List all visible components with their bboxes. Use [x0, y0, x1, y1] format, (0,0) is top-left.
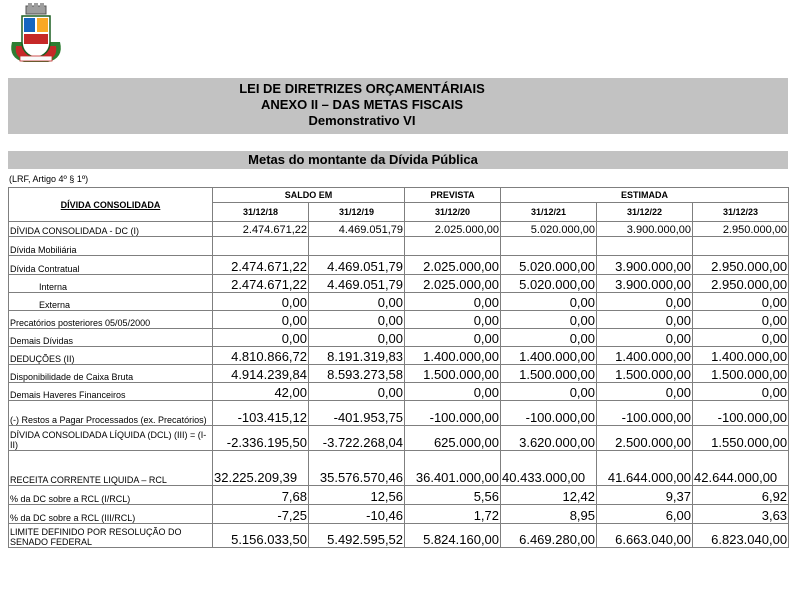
cell-value: 0,00	[405, 383, 501, 401]
cell-value: 1,72	[405, 505, 501, 524]
cell-value: 0,00	[309, 329, 405, 347]
cell-value: 3,63	[693, 505, 789, 524]
cell-value: -2.336.195,50	[213, 426, 309, 451]
cell-value	[213, 237, 309, 256]
cell-value: 32.225.209,39	[213, 451, 309, 486]
cell-value: 8.593.273,58	[309, 365, 405, 383]
cell-value: 1.500.000,00	[693, 365, 789, 383]
cell-value: 5.492.595,52	[309, 524, 405, 548]
row-label: Dívida Mobiliária	[9, 237, 213, 256]
cell-value	[693, 237, 789, 256]
cell-value: 42,00	[213, 383, 309, 401]
table-row	[9, 365, 789, 383]
cell-value: 0,00	[309, 293, 405, 311]
row-label: RECEITA CORRENTE LIQUIDA – RCL	[9, 451, 213, 486]
cell-value: 0,00	[501, 329, 597, 347]
cell-value: 0,00	[501, 311, 597, 329]
cell-value: 0,00	[309, 383, 405, 401]
column-header-label: DÍVIDA CONSOLIDADA	[9, 188, 213, 222]
cell-value: 0,00	[309, 311, 405, 329]
row-label: Interna	[9, 275, 213, 293]
table-row	[9, 237, 789, 256]
cell-value: 1.400.000,00	[693, 347, 789, 365]
row-label: Disponibilidade de Caixa Bruta	[9, 365, 213, 383]
cell-value: 5.020.000,00	[501, 275, 597, 293]
cell-value: 6,92	[693, 486, 789, 505]
cell-value: 0,00	[405, 329, 501, 347]
row-label: Precatórios posteriores 05/05/2000	[9, 311, 213, 329]
cell-value: 4.914.239,84	[213, 365, 309, 383]
cell-value: 1.400.000,00	[405, 347, 501, 365]
row-label: Externa	[9, 293, 213, 311]
row-label: DÍVIDA CONSOLIDADA - DC (I)	[9, 222, 213, 237]
cell-value: 40.433.000,00	[501, 451, 597, 486]
table-row	[9, 524, 789, 548]
cell-value: 5.020.000,00	[501, 256, 597, 275]
header-line-1: LEI DE DIRETRIZES ORÇAMENTÁRIAIS	[239, 81, 485, 96]
cell-value: 0,00	[405, 293, 501, 311]
cell-value	[309, 237, 405, 256]
cell-value: 0,00	[405, 311, 501, 329]
cell-value: 4.469.051,79	[309, 222, 405, 237]
table-row	[9, 383, 789, 401]
cell-value: 1.500.000,00	[597, 365, 693, 383]
cell-value: 1.400.000,00	[501, 347, 597, 365]
cell-value: 3.900.000,00	[597, 222, 693, 237]
column-date: 31/12/20	[405, 203, 501, 222]
cell-value: 6,00	[597, 505, 693, 524]
cell-value: 2.025.000,00	[405, 275, 501, 293]
column-date: 31/12/23	[693, 203, 789, 222]
table-row	[9, 329, 789, 347]
cell-value: 8,95	[501, 505, 597, 524]
row-label: DÍVIDA CONSOLIDADA LÍQUIDA (DCL) (III) = (I-II)	[9, 426, 213, 451]
cell-value: 2.950.000,00	[693, 256, 789, 275]
header-line-2: ANEXO II – DAS METAS FISCAIS	[260, 97, 463, 112]
row-label: % da DC sobre a RCL (III/RCL)	[9, 505, 213, 524]
cell-value	[597, 237, 693, 256]
cell-value: -100.000,00	[693, 401, 789, 426]
cell-value: 0,00	[213, 311, 309, 329]
table-title: Metas do montante da Dívida Pública	[248, 152, 478, 167]
cell-value: 3.900.000,00	[597, 256, 693, 275]
row-label: % da DC sobre a RCL (I/RCL)	[9, 486, 213, 505]
cell-value: 7,68	[213, 486, 309, 505]
cell-value: 5.020.000,00	[501, 222, 597, 237]
column-group-prevista: PREVISTA	[405, 188, 501, 203]
debt-table	[8, 187, 789, 548]
row-label: Demais Dívidas	[9, 329, 213, 347]
cell-value: -100.000,00	[597, 401, 693, 426]
table-row	[9, 486, 789, 505]
cell-value: 42.644.000,00	[693, 451, 789, 486]
cell-value: 2.025.000,00	[405, 222, 501, 237]
cell-value	[501, 237, 597, 256]
cell-value: 0,00	[501, 293, 597, 311]
cell-value: 9,37	[597, 486, 693, 505]
legal-reference-note: (LRF, Artigo 4º § 1º)	[9, 174, 89, 184]
table-row	[9, 222, 789, 237]
row-label: (-) Restos a Pagar Processados (ex. Precatórios)	[9, 401, 213, 426]
header-line-3: Demonstrativo VI	[308, 113, 416, 128]
cell-value: 2.950.000,00	[693, 275, 789, 293]
cell-value: 0,00	[597, 383, 693, 401]
cell-value: 4.469.051,79	[309, 275, 405, 293]
cell-value: 4.469.051,79	[309, 256, 405, 275]
cell-value: -100.000,00	[501, 401, 597, 426]
table-row	[9, 505, 789, 524]
cell-value: 1.500.000,00	[501, 365, 597, 383]
cell-value: -100.000,00	[405, 401, 501, 426]
row-label: DEDUÇÕES (II)	[9, 347, 213, 365]
table-row	[9, 426, 789, 451]
cell-value: 0,00	[597, 293, 693, 311]
column-date: 31/12/21	[501, 203, 597, 222]
cell-value: 36.401.000,00	[405, 451, 501, 486]
cell-value: 4.810.866,72	[213, 347, 309, 365]
cell-value: 0,00	[501, 383, 597, 401]
cell-value: 2.025.000,00	[405, 256, 501, 275]
cell-value: 0,00	[693, 311, 789, 329]
cell-value: 6.823.040,00	[693, 524, 789, 548]
cell-value: 6.469.280,00	[501, 524, 597, 548]
cell-value: 2.474.671,22	[213, 256, 309, 275]
cell-value: 2.950.000,00	[693, 222, 789, 237]
cell-value: 12,42	[501, 486, 597, 505]
cell-value: 3.900.000,00	[597, 275, 693, 293]
table-title-band	[8, 151, 788, 169]
column-group-estimada: ESTIMADA	[501, 188, 789, 203]
cell-value: 2.474.671,22	[213, 222, 309, 237]
table-row	[9, 451, 789, 486]
cell-value: 6.663.040,00	[597, 524, 693, 548]
cell-value: 1.500.000,00	[405, 365, 501, 383]
table-row	[9, 311, 789, 329]
table-row	[9, 275, 789, 293]
cell-value	[405, 237, 501, 256]
cell-value: -401.953,75	[309, 401, 405, 426]
cell-value: -7,25	[213, 505, 309, 524]
cell-value: 0,00	[213, 329, 309, 347]
cell-value: 5.156.033,50	[213, 524, 309, 548]
cell-value: 3.620.000,00	[501, 426, 597, 451]
cell-value: 1.550.000,00	[693, 426, 789, 451]
cell-value: 0,00	[693, 329, 789, 347]
cell-value: -3.722.268,04	[309, 426, 405, 451]
header-row-groups	[9, 188, 789, 203]
table-row	[9, 401, 789, 426]
cell-value: -10,46	[309, 505, 405, 524]
header-band	[8, 78, 788, 134]
cell-value: 625.000,00	[405, 426, 501, 451]
cell-value: 0,00	[597, 329, 693, 347]
cell-value: 5.824.160,00	[405, 524, 501, 548]
table-row	[9, 256, 789, 275]
cell-value: 0,00	[693, 383, 789, 401]
coat-of-arms-logo	[6, 2, 66, 66]
column-date: 31/12/22	[597, 203, 693, 222]
table-row	[9, 347, 789, 365]
row-label: LIMITE DEFINIDO POR RESOLUÇÃO DO SENADO FEDERAL	[9, 524, 213, 548]
cell-value: 2.474.671,22	[213, 275, 309, 293]
cell-value: 41.644.000,00	[597, 451, 693, 486]
cell-value: 5,56	[405, 486, 501, 505]
cell-value: 1.400.000,00	[597, 347, 693, 365]
cell-value: -103.415,12	[213, 401, 309, 426]
cell-value: 0,00	[213, 293, 309, 311]
table-row	[9, 293, 789, 311]
column-group-saldo: SALDO EM	[213, 188, 405, 203]
cell-value: 2.500.000,00	[597, 426, 693, 451]
cell-value: 35.576.570,46	[309, 451, 405, 486]
row-label: Dívida Contratual	[9, 256, 213, 275]
column-date: 31/12/18	[213, 203, 309, 222]
cell-value: 0,00	[597, 311, 693, 329]
cell-value: 12,56	[309, 486, 405, 505]
column-date: 31/12/19	[309, 203, 405, 222]
cell-value: 8.191.319,83	[309, 347, 405, 365]
cell-value: 0,00	[693, 293, 789, 311]
row-label: Demais Haveres Financeiros	[9, 383, 213, 401]
